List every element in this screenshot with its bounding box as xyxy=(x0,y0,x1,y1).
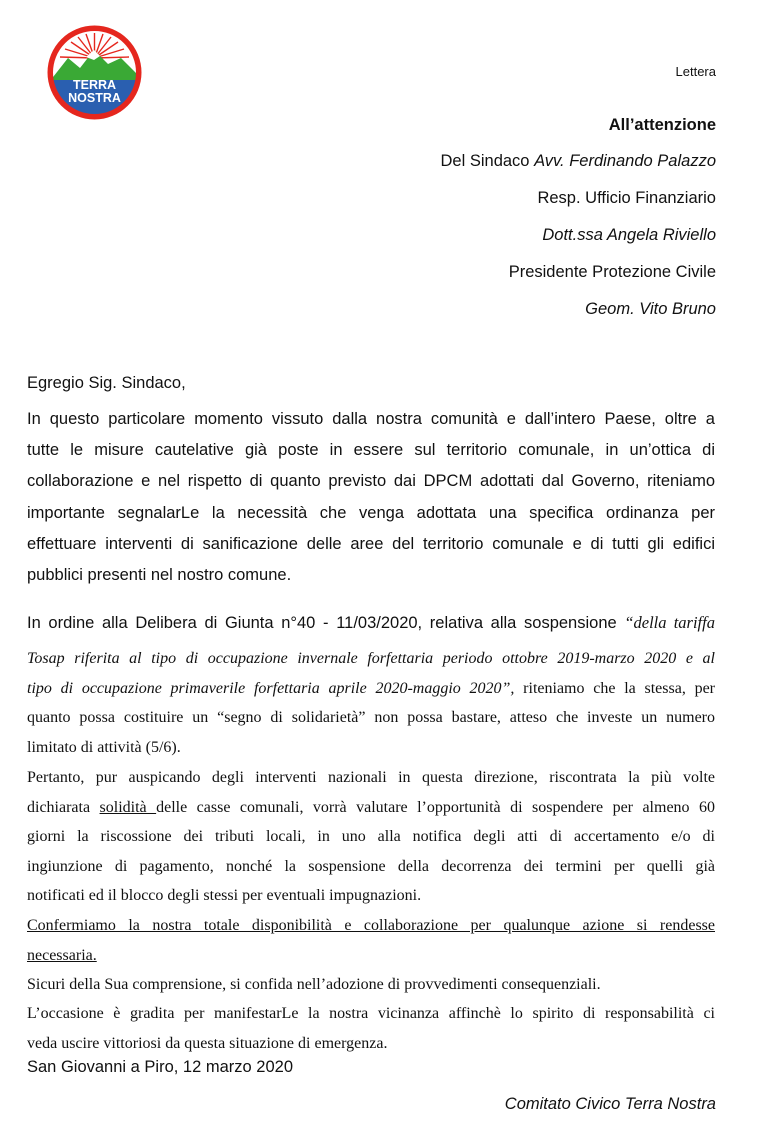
paragraph-line: Pertanto, pur auspicando degli interventi nazionali in questa direzione, riscontrata la più volte xyxy=(27,769,715,786)
recipient-mayor-prefix: Del Sindaco xyxy=(440,152,535,170)
paragraph-line xyxy=(27,674,715,704)
logo-line-2: NOSTRA xyxy=(68,91,121,105)
paragraph-line: veda uscire vittoriosi da questa situazione di emergenza. xyxy=(27,1034,388,1052)
paragraph-request xyxy=(27,763,715,911)
paragraph-line: limitato di attività (5/6). xyxy=(27,738,181,756)
paragraph-line: pubblici presenti nel nostro comune. xyxy=(27,565,292,584)
paragraph-understanding xyxy=(27,970,715,1000)
paragraph-line: Sicuri della Sua comprensione, si confida nell’adozione di provvedimenti consequenziali. xyxy=(27,976,601,993)
delibera-reference: In ordine alla Delibera di Giunta n°40 - 11/03/2020, relativa alla sospensione xyxy=(27,614,625,632)
terra-nostra-logo xyxy=(46,24,143,121)
recipient-mayor xyxy=(441,152,716,171)
document-type-label: Lettera xyxy=(675,64,716,79)
paragraph-line: Confermiamo la nostra totale disponibilità e collaborazione per qualunque azione si rendesse xyxy=(27,917,715,934)
underlined-word: solidità xyxy=(99,798,157,816)
recipients-heading: All’attenzione xyxy=(608,116,716,134)
paragraph-line: importante segnalarLe la necessità che venga adottata una specifica ordinanza per xyxy=(27,503,715,522)
paragraph-line: L’occasione è gradita per manifestarLe la nostra vicinanza affinchè lo spirito di responsabilità ci xyxy=(27,1005,715,1022)
recipient-civil-name: Geom. Vito Bruno xyxy=(585,300,716,318)
paragraph-line: necessaria. xyxy=(27,946,97,964)
paragraph-line: quanto possa costituire un “segno di solidarietà” non possa bastare, atteso che investe un numero xyxy=(27,709,715,726)
quote-line: Tosap riferita al tipo di occupazione invernale forfettaria periodo ottobre 2019-marzo 2020 e al xyxy=(27,650,715,667)
paragraph-line: giorni la riscossione dei tributi locali, in uno alla notifica degli atti di accertamento e/o di xyxy=(27,828,715,845)
logo-text xyxy=(46,79,143,105)
logo-line-1: TERRA xyxy=(72,78,117,92)
quote-start: “della tariffa xyxy=(624,613,715,632)
place-date: San Giovanni a Piro, 12 marzo 2020 xyxy=(27,1058,293,1076)
recipient-finance-name: Dott.ssa Angela Riviello xyxy=(542,226,716,244)
paragraph-delibera xyxy=(27,613,715,762)
quote-followup: riteniamo che la stessa, per xyxy=(514,679,716,697)
paragraph-line: notificati ed il blocco degli stessi per eventuali impugnazioni. xyxy=(27,887,422,904)
paragraph-line: In questo particolare momento vissuto dalla nostra comunità e dall’intero Paese, oltre a xyxy=(27,410,715,428)
paragraph-line xyxy=(27,613,715,644)
recipient-civil-role: Presidente Protezione Civile xyxy=(508,263,716,281)
salutation: Egregio Sig. Sindaco, xyxy=(27,374,186,392)
paragraph-line: collaborazione e nel rispetto di quanto previsto dai DPCM adottati dal Governo, riteniamo xyxy=(27,472,715,491)
paragraph-line: effettuare interventi di sanificazione delle aree del territorio comunale e di tutti gli edifici xyxy=(27,534,715,553)
paragraph-line: ingiunzione di pagamento, nonché la sospensione della decorrenza dei termini per quelli già xyxy=(27,857,715,875)
text-segment: dichiarata xyxy=(27,798,100,816)
recipient-finance-role: Resp. Ufficio Finanziario xyxy=(537,189,716,207)
paragraph-intro xyxy=(27,404,715,591)
signature: Comitato Civico Terra Nostra xyxy=(504,1095,716,1113)
paragraph-availability xyxy=(27,911,715,970)
paragraph-closing xyxy=(27,999,715,1058)
paragraph-line xyxy=(27,793,715,823)
paragraph-line: tutte le misure cautelative già poste in essere sul territorio comunale, in un’ottica di xyxy=(27,441,715,460)
text-segment: delle casse comunali, vorrà valutare l’opportunità di sospendere per almeno 60 xyxy=(156,798,716,816)
quote-end: tipo di occupazione primaverile forfettaria aprile 2020-maggio 2020”, xyxy=(27,679,515,697)
recipient-mayor-name: Avv. Ferdinando Palazzo xyxy=(534,152,716,170)
